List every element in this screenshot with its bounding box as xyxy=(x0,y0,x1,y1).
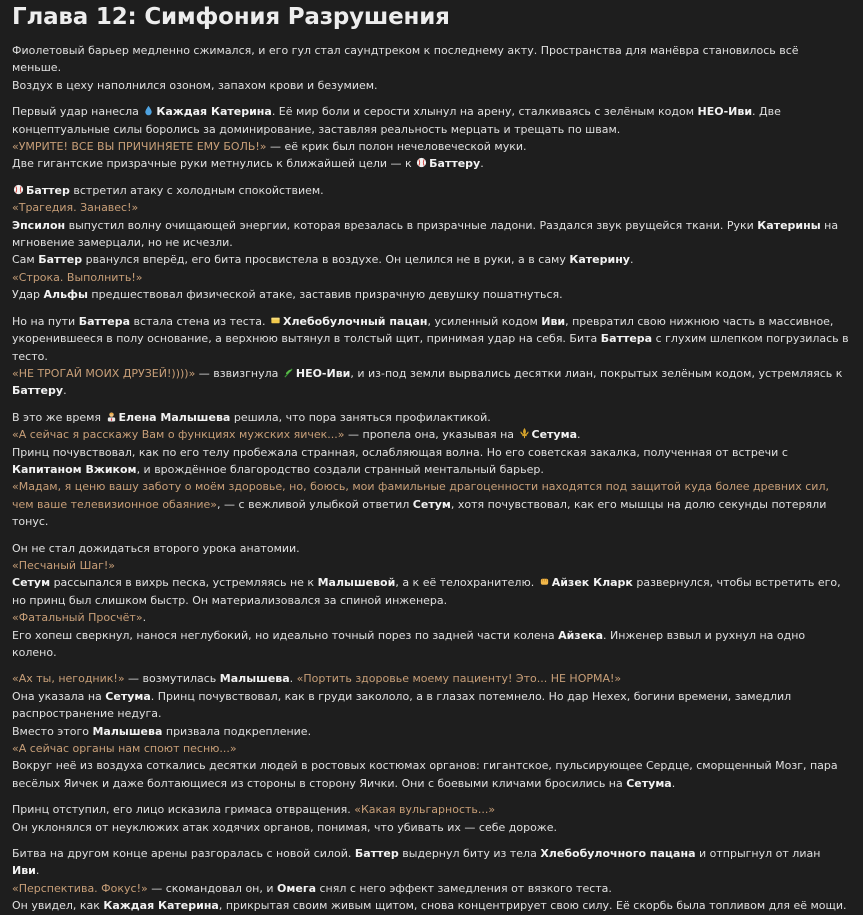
character-name: Айзека xyxy=(558,628,604,642)
narration-text: решила, что пора заняться профилактикой. xyxy=(230,410,491,424)
paragraph xyxy=(12,313,851,400)
narration-text: встретил атаку с холодным спокойствием. xyxy=(69,183,324,197)
character-name: Баттеру xyxy=(429,157,481,171)
character-name: Айзек Кларк xyxy=(551,576,633,590)
narration-text: . xyxy=(577,428,581,442)
narration-text: . xyxy=(35,864,40,878)
character-name: Малышевой xyxy=(317,576,396,590)
narration-text: Он увидел, как xyxy=(12,899,104,913)
narration-text: Фиолетовый барьер медленно сжимался, и его гул стал саундтреком к последнему акту. Пространства для манёвра становилось всё меньше. xyxy=(12,44,799,75)
narration-text: Он не стал дожидаться второго урока анатомии. xyxy=(12,541,300,555)
narration-text: Воздух в цеху наполнился озоном, запахом крови и безумием. xyxy=(12,78,378,92)
character-name: Елена Малышева xyxy=(118,410,231,424)
narration-text: , прикрытая своим живым щитом, снова концентрирует свою силу. Её скорбь была топливом для её мощи. xyxy=(218,899,847,913)
narration-text: рванулся вперёд, его бита просвистела в воздухе. Он целился не в руки, а в саму xyxy=(82,253,570,267)
butter-icon xyxy=(270,314,281,325)
narration-text: снял с него эффект замедления от вязкого теста. xyxy=(316,881,612,895)
character-name: Баттера xyxy=(78,314,131,328)
paragraph xyxy=(12,801,851,836)
chapter-body xyxy=(12,42,851,915)
narration-text: , превратил свою нижнюю часть в массивное, укоренившееся в полу основание, а верхнюю вытянул в толстый щит, принимая удар на себя. Бита xyxy=(12,314,834,346)
drop-icon xyxy=(143,104,154,115)
dialogue-quote: «Портить здоровье моему пациенту! Это... НЕ НОРМА!» xyxy=(296,672,622,686)
narration-text: на мгновение замерцали, но не исчезли. xyxy=(12,218,839,250)
narration-text: . Две концептуальные силы боролись за доминирование, заставляя реальность мерцать и трещать по швам. xyxy=(12,105,781,136)
character-name: Баттеру xyxy=(12,384,64,398)
narration-text: . xyxy=(671,776,676,790)
narration-text: , и из-под земли вырвались десятки лиан, покрытых зелёным кодом, устремляясь к xyxy=(350,366,843,380)
narration-text: Удар xyxy=(12,288,44,302)
dialogue-quote: «УМРИТЕ! ВСЕ ВЫ ПРИЧИНЯЕТЕ ЕМУ БОЛЬ!» xyxy=(12,140,267,154)
dialogue-quote: «Песчаный Шаг!» xyxy=(12,558,116,572)
character-name: Баттер xyxy=(26,183,70,197)
dialogue-quote: «А сейчас органы нам споют песню...» xyxy=(12,742,237,756)
narration-text: , и врождённое благородство создали странный ментальный барьер. xyxy=(136,462,544,476)
character-name: Малышева xyxy=(92,724,163,738)
narration-text: В это же время xyxy=(12,410,105,424)
narration-text: Принц почувствовал, как по его телу пробежала странная, ослабляющая волна. Но его советская закалка, полученная от встречи с xyxy=(12,445,788,459)
character-name: Омега xyxy=(277,881,316,895)
health-worker-icon xyxy=(106,410,117,421)
narration-text: , а к её телохранителю. xyxy=(395,576,538,590)
narration-text: выдернул биту из тела xyxy=(398,847,541,861)
narration-text: — скомандовал он, и xyxy=(147,881,278,895)
narration-text: призвала подкрепление. xyxy=(162,724,312,738)
narration-text: . xyxy=(289,672,297,686)
fleur-de-lis-icon xyxy=(519,427,530,438)
character-name: Хлебобулочного пацана xyxy=(540,847,696,861)
baseball-icon xyxy=(13,183,24,194)
narration-text: и отпрыгнул от лиан xyxy=(695,847,821,861)
dialogue-quote: «Перспектива. Фокус!» xyxy=(12,881,148,895)
narration-text: Сам xyxy=(12,253,39,267)
narration-text: Две гигантские призрачные руки метнулись к ближайшей цели — к xyxy=(12,157,416,171)
baseball-icon xyxy=(416,156,427,167)
character-name: Сетум xyxy=(412,497,451,511)
character-name: НЕО-Иви xyxy=(295,366,351,380)
dialogue-quote: «Ах ты, негодник!» xyxy=(12,672,125,686)
narration-text: Но на пути xyxy=(12,314,79,328)
dialogue-quote: «Какая вульгарность...» xyxy=(354,803,496,817)
narration-text: , — с вежливой улыбкой ответил xyxy=(217,497,413,511)
herb-icon xyxy=(283,366,294,377)
character-name: Эпсилон xyxy=(12,218,66,232)
narration-text: Вместо этого xyxy=(12,724,93,738)
character-name: Баттер xyxy=(38,253,83,267)
character-name: Сетума xyxy=(626,776,672,790)
paragraph xyxy=(12,845,851,915)
narration-text: — взвизгнула xyxy=(195,366,282,380)
character-name: Баттера xyxy=(600,332,653,346)
narration-text: Битва на другом конце арены разгоралась с новой силой. xyxy=(12,847,355,861)
paragraph xyxy=(12,540,851,662)
narration-text: встала стена из теста. xyxy=(130,314,269,328)
paragraph xyxy=(12,182,851,304)
narration-text: — её крик был полон нечеловеческой муки. xyxy=(266,140,527,154)
narration-text: Вокруг неё из воздуха соткались десятки людей в ростовых костюмах органов: гигантское, пульсирующее Сердце, сморщенный Мозг, пара весёлых Яичек и даже болтающиеся из стороны в сторону Яички. Они с боевыми кличами бросились на xyxy=(12,759,838,790)
narration-text: выпустил волну очищающей энергии, которая врезалась в призрачные ладони. Раздался звук рвущейся ткани. Руки xyxy=(65,218,758,232)
paragraph xyxy=(12,42,851,94)
character-name: Сетум xyxy=(12,576,51,590)
narration-text: . xyxy=(629,253,634,267)
dialogue-quote: «Трагедия. Занавес!» xyxy=(12,201,139,215)
narration-text: . Инженер взвыл и рухнул на одно колено. xyxy=(12,628,806,659)
dialogue-quote: «А сейчас я расскажу Вам о функциях мужских яичек...» xyxy=(12,428,345,442)
chapter-title: Глава 12: Симфония Разрушения xyxy=(12,4,450,30)
character-name: Иви xyxy=(12,864,36,878)
narration-text: с глухим шлепком погрузилась в тесто. xyxy=(12,332,849,363)
character-name: Катерину xyxy=(569,253,630,267)
narration-text: — пропела она, указывая на xyxy=(344,428,518,442)
paragraph xyxy=(12,103,851,173)
narration-text: . xyxy=(480,157,484,171)
narration-text: — возмутилась xyxy=(124,672,220,686)
narration-text: рассыпался в вихрь песка, устремляясь не к xyxy=(50,576,318,590)
paragraph xyxy=(12,409,851,531)
character-name: Сетума xyxy=(531,428,577,442)
narration-text: Принц отступил, его лицо исказила гримаса отвращения. xyxy=(12,803,355,817)
character-name: Альфы xyxy=(43,288,88,302)
character-name: Иви xyxy=(541,314,566,328)
character-name: Малышева xyxy=(219,672,290,686)
dialogue-quote: «Строка. Выполнить!» xyxy=(12,270,143,284)
narration-text: Он уклонялся от неуклюжих атак ходячих органов, понимая, что убивать их — себе дороже. xyxy=(12,820,557,834)
narration-text: . Её мир боли и серости хлынул на арену, сталкиваясь с зелёным кодом xyxy=(271,105,698,119)
fist-icon xyxy=(539,575,550,586)
paragraph xyxy=(12,670,851,792)
narration-text: Она указала на xyxy=(12,689,106,703)
character-name: Баттер xyxy=(354,847,399,861)
dialogue-quote: «Мадам, я ценю вашу заботу о моём здоровье, но, боюсь, мои фамильные драгоценности находятся под защитой куда более древних сил, чем ваше телевизионное обаяние» xyxy=(12,480,829,511)
narration-text: . xyxy=(142,611,147,625)
narration-text: . Принц почувствовал, как в груди закололо, а в глазах потемнело. Но дар Нехех, богини времени, замедлил распространение недуга. xyxy=(12,689,792,721)
narration-text: предшествовал физической атаке, заставив призрачную девушку пошатнуться. xyxy=(87,288,563,302)
character-name: НЕО-Иви xyxy=(697,105,753,119)
dialogue-quote: «Фатальный Просчёт» xyxy=(12,611,143,625)
narration-text: , усиленный кодом xyxy=(427,314,542,328)
narration-text: Его хопеш сверкнул, нанося неглубокий, но идеально точный порез по задней части колена xyxy=(12,628,559,642)
character-name: Каждая Катерина xyxy=(156,105,272,119)
narration-text: развернулся, чтобы встретить его, но принц был слишком быстр. Он материализовался за спиной инженера. xyxy=(12,576,841,607)
character-name: Хлебобулочный пацан xyxy=(282,314,428,328)
character-name: Сетума xyxy=(105,689,151,703)
dialogue-quote: «НЕ ТРОГАЙ МОИХ ДРУЗЕЙ!))))» xyxy=(12,366,196,380)
narration-text: . xyxy=(63,384,67,398)
narration-text: Первый удар нанесла xyxy=(12,105,143,119)
character-name: Капитаном Вжиком xyxy=(12,462,137,476)
narration-text: , хотя почувствовал, как его мышцы на долю секунды потеряли тонус. xyxy=(12,497,827,529)
character-name: Каждая Катерина xyxy=(103,899,219,913)
character-name: Катерины xyxy=(757,218,821,232)
